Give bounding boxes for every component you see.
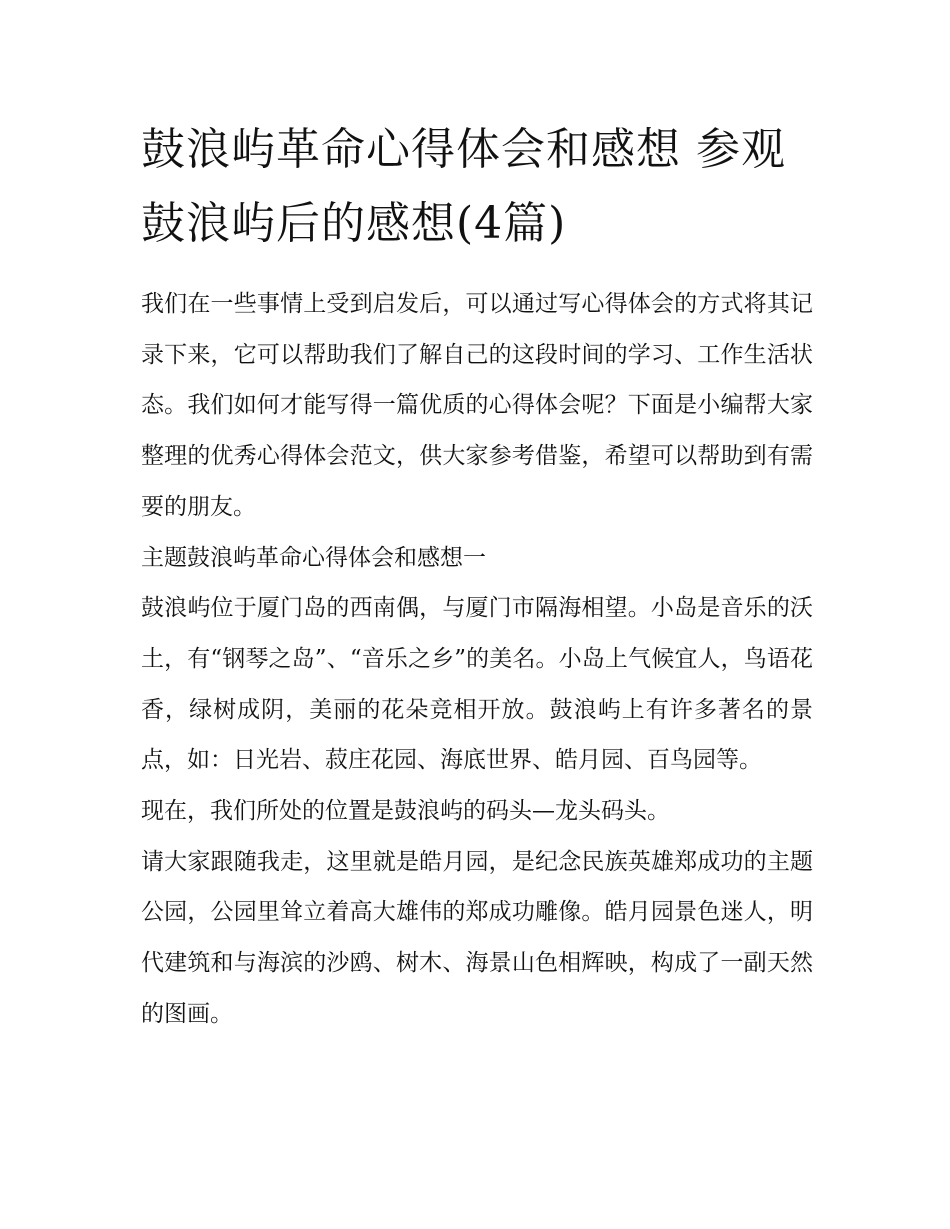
body-paragraph: 现在，我们所处的位置是鼓浪屿的码头—龙头码头。	[141, 798, 670, 825]
document-body	[141, 279, 813, 1040]
body-paragraph: 请大家跟随我走，这里就是皓月园，是纪念民族英雄郑成功的主题公园，公园里耸立着高大雄伟的郑成功雕像。皓月园景色迷人，明代建筑和与海滨的沙鸥、树木、海景山色相辉映，构成了一副天然的图画。	[141, 848, 813, 1027]
document-title: 鼓浪屿革命心得体会和感想 参观鼓浪屿后的感想(4篇)	[141, 124, 786, 249]
section-heading: 主题鼓浪屿革命心得体会和感想一	[141, 544, 486, 571]
document-content	[141, 113, 813, 1040]
intro-paragraph: 我们在一些事情上受到启发后，可以通过写心得体会的方式将其记录下来，它可以帮助我们了解自己的这段时间的学习、工作生活状态。我们如何才能写得一篇优质的心得体会呢？下面是小编帮大家整理的优秀心得体会范文，供大家参考借鉴，希望可以帮助到有需要的朋友。	[141, 291, 813, 520]
body-paragraph: 鼓浪屿位于厦门岛的西南偶，与厦门市隔海相望。小岛是音乐的沃土，有“钢琴之岛”、“音乐之乡”的美名。小岛上气候宜人，鸟语花香，绿树成阴，美丽的花朵竞相开放。鼓浪屿上有许多著名的景点，如：日光岩、菽庄花园、海底世界、皓月园、百鸟园等。	[141, 595, 813, 774]
